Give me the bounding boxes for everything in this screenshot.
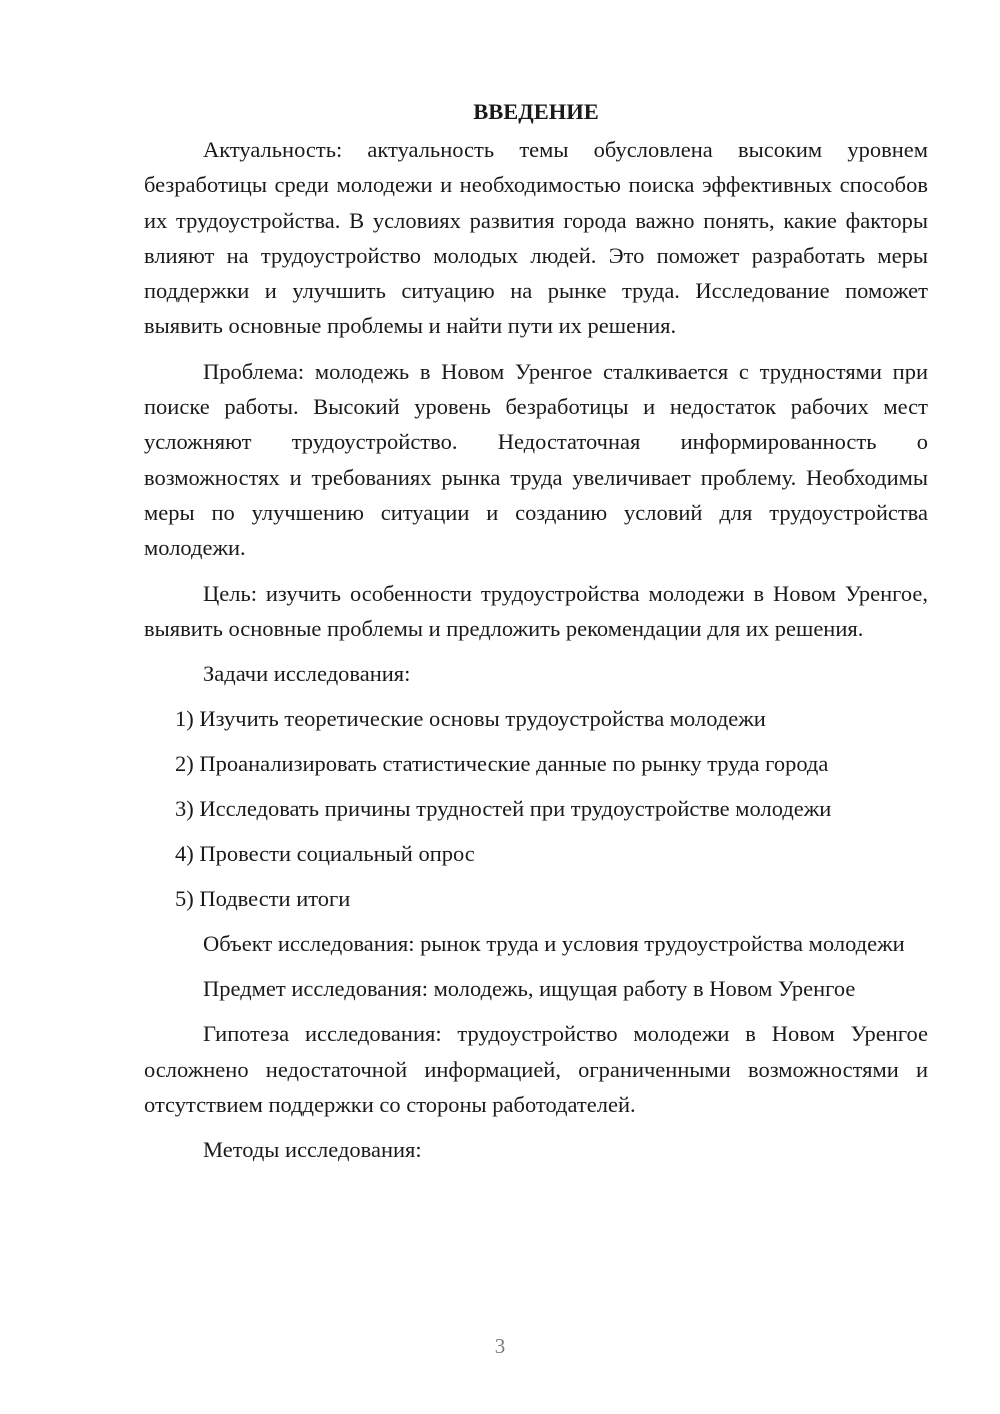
task-item: 4) Провести социальный опрос [175, 841, 475, 867]
problem-paragraph: Проблема: молодежь в Новом Уренгое сталкивается с трудностями при поиске работы. Высокий уровень безработицы и недостаток рабочих мест усложняют трудоустройство. Недостаточная информированность о возможностях и требованиях рынка труда увеличивает проблему. Необходимы меры по улучшению ситуации и созданию условий для трудоустройства молодежи. [144, 358, 928, 561]
subject-paragraph: Предмет исследования: молодежь, ищущая работу в Новом Уренгое [203, 976, 856, 1002]
goal-paragraph: Цель: изучить особенности трудоустройства молодежи в Новом Уренгое, выявить основные проблемы и предложить рекомендации для их решения. [144, 580, 928, 641]
tasks-list [144, 701, 928, 916]
task-item: 3) Исследовать причины трудностей при трудоустройстве молодежи [175, 796, 832, 822]
page-content [144, 94, 928, 1177]
hypothesis-paragraph: Гипотеза исследования: трудоустройство молодежи в Новом Уренгое осложнено недостаточной информацией, ограниченными возможностями и отсутствием поддержки со стороны работодателей. [144, 1021, 928, 1118]
task-item: 1) Изучить теоретические основы трудоустройства молодежи [175, 706, 766, 732]
object-paragraph: Объект исследования: рынок труда и условия трудоустройства молодежи [203, 931, 905, 957]
methods-paragraph: Методы исследования: [203, 1137, 422, 1163]
tasks-intro: Задачи исследования: [203, 661, 411, 687]
section-heading: ВВЕДЕНИЕ [473, 99, 599, 124]
relevance-paragraph: Актуальность: актуальность темы обусловлена высоким уровнем безработицы среди молодежи и необходимостью поиска эффективных способов их трудоустройства. В условиях развития города важно понять, какие факторы влияют на трудоустройство молодых людей. Это поможет разработать меры поддержки и улучшить ситуацию на рынке труда. Исследование поможет выявить основные проблемы и найти пути их решения. [144, 137, 928, 339]
task-item: 2) Проанализировать статистические данные по рынку труда города [175, 751, 829, 777]
page-number: 3 [494, 1334, 506, 1358]
task-item: 5) Подвести итоги [175, 886, 351, 912]
